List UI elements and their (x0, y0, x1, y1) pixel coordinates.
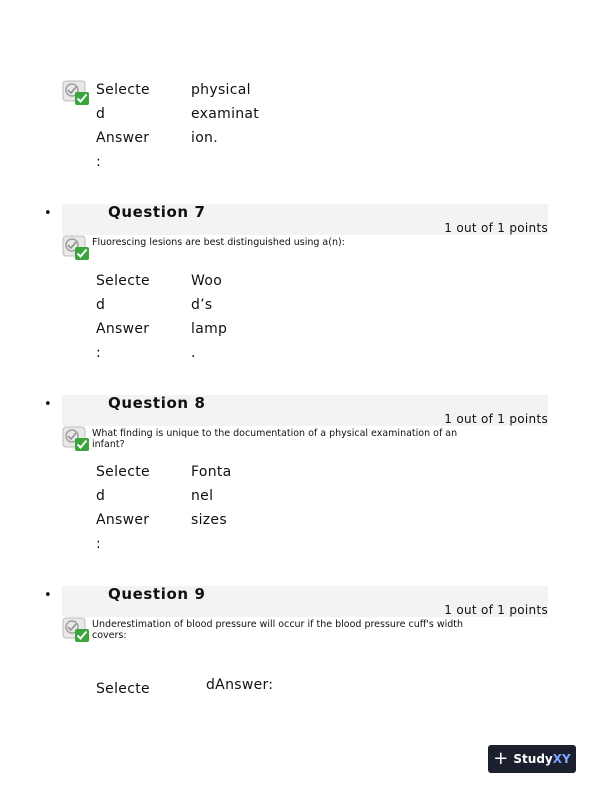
check-correct-icon (62, 426, 90, 454)
answer-label-line: Selecte (96, 464, 150, 480)
question-text: Underestimation of blood pressure will occur if the blood pressure cuff's width covers: (92, 619, 464, 641)
question-text: What finding is unique to the documentation of a physical examination of an infant? (92, 428, 458, 450)
question-text: Fluorescing lesions are best distinguished using a(n): (92, 237, 345, 248)
answer-label-line: Answer (96, 321, 150, 337)
selected-answer-line: nel (191, 488, 214, 504)
answer-label-line: d (96, 106, 106, 122)
question-title: Question 8 (108, 394, 206, 412)
studyxy-logo[interactable] (488, 745, 576, 773)
answer-label-line: Selecte (96, 273, 150, 289)
selected-answer-line: Fonta (191, 464, 232, 480)
selected-answer-line: sizes (191, 512, 227, 528)
selected-answer-line: ion. (191, 130, 218, 146)
question-title: Question 7 (108, 203, 206, 221)
bullet: • (44, 397, 52, 412)
selected-answer-line: . (191, 345, 196, 361)
selected-answer-line: lamp (191, 321, 228, 337)
question-points: 1 out of 1 points (444, 412, 548, 426)
question-title: Question 9 (108, 585, 206, 603)
answer-label-line: d (96, 488, 106, 504)
answer-label-line: : (96, 345, 102, 361)
bullet: • (44, 206, 52, 221)
check-correct-icon (62, 235, 90, 263)
selected-answer-line: d’s (191, 297, 213, 313)
selected-answer-line: examinat (191, 106, 260, 122)
answer-label-line: : (96, 154, 102, 170)
selected-answer-line: physical (191, 82, 251, 98)
check-correct-icon (62, 80, 90, 108)
answer-label-line: Answer (96, 512, 150, 528)
brand-name: Study (513, 752, 553, 766)
brand-name-accent: XY (552, 752, 571, 766)
answer-label-line: Selecte (96, 681, 150, 697)
answer-label-line: Answer (96, 130, 150, 146)
question-points: 1 out of 1 points (444, 603, 548, 617)
check-correct-icon (62, 617, 90, 645)
answer-label-line: d (96, 297, 106, 313)
answer-label-line: Selecte (96, 82, 150, 98)
selected-answer-line: Woo (191, 273, 223, 289)
bullet: • (44, 588, 52, 603)
question-points: 1 out of 1 points (444, 221, 548, 235)
answer-label-line: dAnswer: (206, 677, 274, 693)
answer-label-line: : (96, 536, 102, 552)
plus-icon: + (493, 748, 509, 769)
